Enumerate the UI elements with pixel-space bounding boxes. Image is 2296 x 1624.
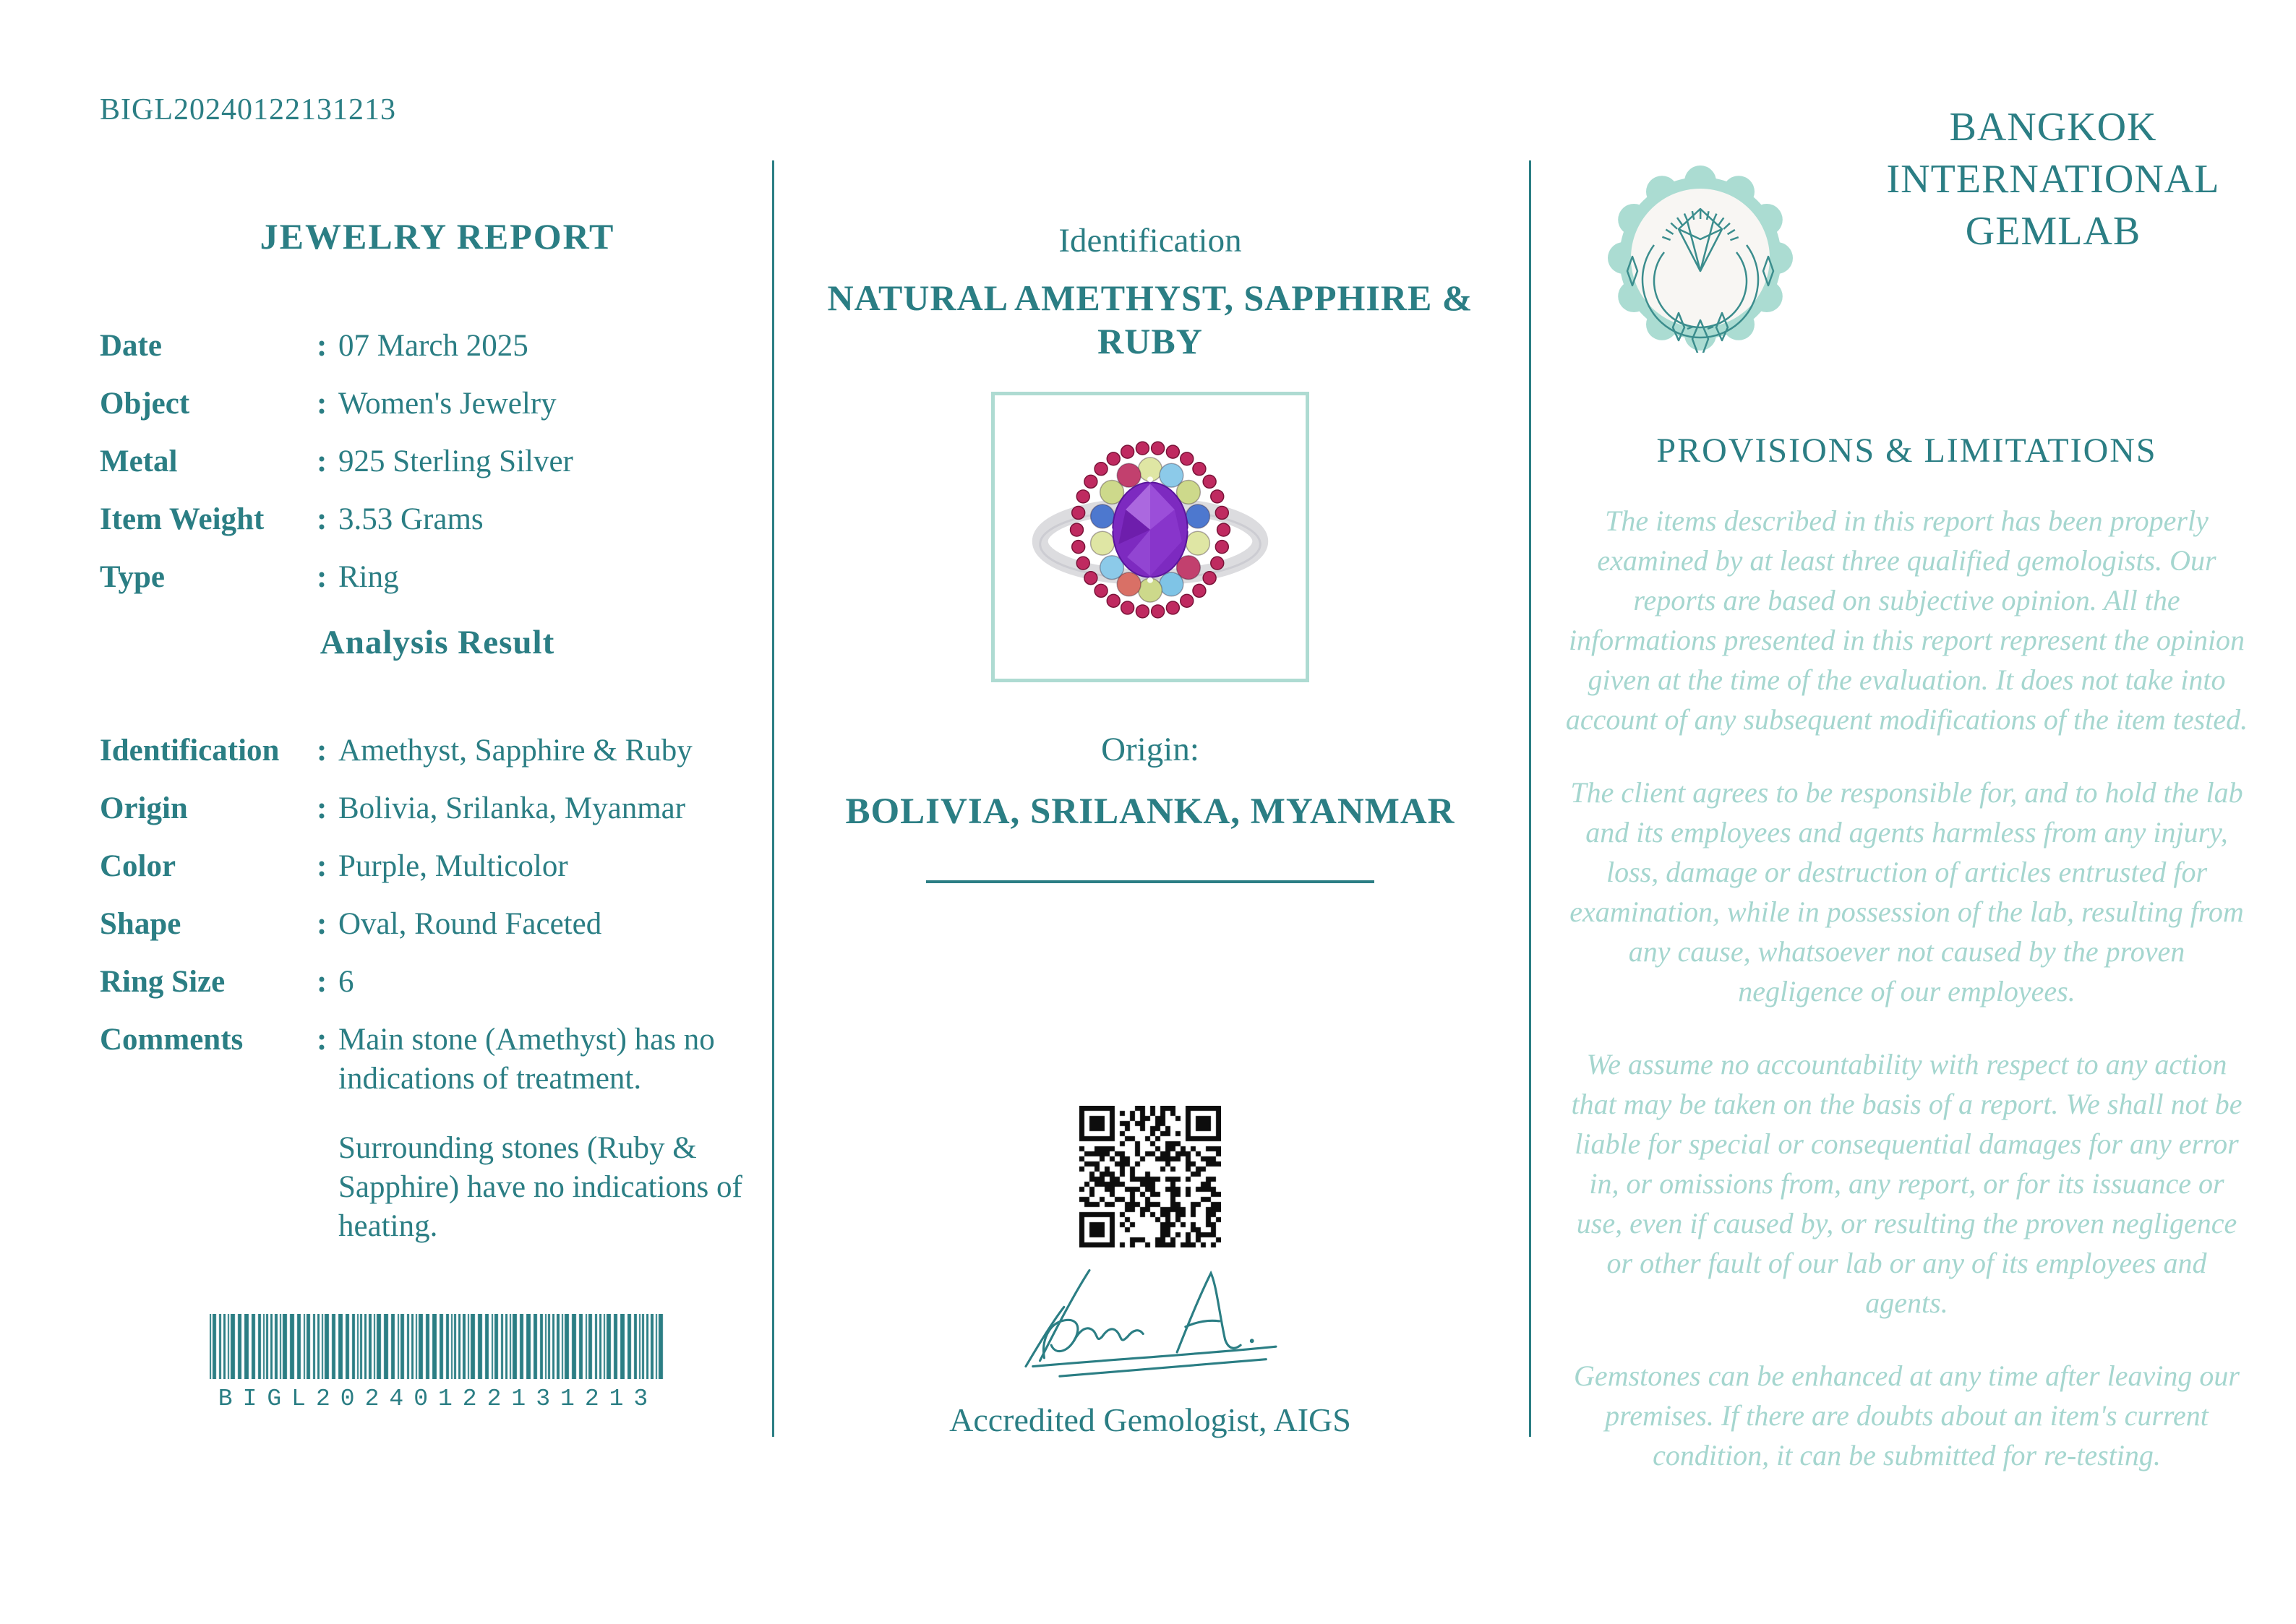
field-value: Ring [338, 560, 399, 594]
field-value: 925 Sterling Silver [338, 444, 573, 478]
field-row-comments [100, 1021, 765, 1099]
field-label: Comments [100, 1023, 244, 1057]
field-value: Bolivia, Srilanka, Myanmar [338, 791, 686, 825]
field-row-date [100, 327, 765, 384]
field-row-shape [100, 905, 765, 963]
origin-underline [926, 880, 1374, 883]
field-separator: : [317, 907, 327, 941]
field-label: Origin [100, 791, 188, 825]
column-divider-left [772, 160, 774, 1437]
field-label: Metal [100, 444, 178, 478]
field-row-identification [100, 731, 765, 789]
brand-line-3: GEMLAB [1965, 209, 2141, 254]
page-title: JEWELRY REPORT [260, 216, 615, 257]
field-label: Shape [100, 907, 181, 941]
field-separator: : [317, 965, 327, 999]
field-row-color [100, 847, 765, 905]
field-value: Amethyst, Sapphire & Ruby [338, 734, 693, 768]
provisions-paragraph: The items described in this report has been properly examined by at least three qualified gemologists. Our reports are based on subjective opinion. All the informations presented in this report represent the opinion given at the time of the evaluation. It does not take into account of any subsequent modifications of the item tested. [1565, 504, 2248, 736]
field-separator: : [317, 387, 327, 421]
field-separator: : [317, 1023, 327, 1057]
field-value: Purple, Multicolor [338, 849, 568, 883]
field-value: 07 March 2025 [338, 329, 528, 363]
qr-code-icon [1079, 1106, 1221, 1247]
item-photo-frame [991, 392, 1309, 682]
field-label: Ring Size [100, 965, 226, 999]
gem-crescent-badge-icon [1606, 163, 1794, 353]
provisions-paragraph: Gemstones can be enhanced at any time after leaving our premises. If there are doubts about an item's current condition, it can be submitted for re-testing. [1574, 1359, 2240, 1472]
field-row-origin [100, 789, 765, 847]
field-row-object [100, 384, 765, 442]
comments-additional: Surrounding stones (Ruby & Sapphire) have no indications of heating. [338, 1131, 742, 1243]
column-divider-right [1529, 160, 1531, 1437]
identification-heading: Identification [1058, 222, 1242, 259]
field-label: Color [100, 849, 176, 883]
brand-line-2: INTERNATIONAL [1886, 157, 2220, 202]
field-value: Women's Jewelry [338, 387, 557, 421]
field-value: Main stone (Amethyst) has no indications of treatment. [338, 1023, 715, 1096]
analysis-fields [100, 731, 765, 1099]
field-label: Identification [100, 734, 280, 768]
field-separator: : [317, 734, 327, 768]
origin-value: BOLIVIA, SRILANKA, MYANMAR [845, 791, 1455, 832]
field-row-metal [100, 442, 765, 500]
field-row-item-weight [100, 500, 765, 558]
barcode-icon [210, 1314, 667, 1379]
field-value: Oval, Round Faceted [338, 907, 602, 941]
field-label: Type [100, 560, 165, 594]
analysis-result-title: Analysis Result [320, 624, 555, 661]
field-separator: : [317, 444, 327, 478]
provisions-paragraph: The client agrees to be responsible for, and to hold the lab and its employees and agents harmless from any injury, loss, damage or destruction of articles entrusted for examination, while in possession of the lab, resulting from any cause, whatsoever not caused by the proven negligence of our employees. [1569, 776, 2244, 1008]
field-separator: : [317, 329, 327, 363]
field-label: Object [100, 387, 190, 421]
field-value: 3.53 Grams [338, 502, 484, 536]
gemologist-signature [995, 1255, 1306, 1385]
barcode-text: BIGL20240122131213 [218, 1385, 659, 1412]
field-row-ring-size [100, 963, 765, 1021]
report-fields [100, 327, 765, 616]
field-separator: : [317, 791, 327, 825]
barcode [210, 1314, 667, 1412]
identification-result: NATURAL AMETHYST, SAPPHIRE & RUBY [827, 278, 1473, 361]
ring-photo-icon [995, 395, 1306, 679]
field-separator: : [317, 849, 327, 883]
origin-heading: Origin: [1101, 731, 1199, 768]
provisions-title: PROVISIONS & LIMITATIONS [1656, 431, 2157, 470]
report-number: BIGL20240122131213 [100, 93, 396, 126]
field-row-type [100, 558, 765, 616]
signer-title: Accredited Gemologist, AIGS [949, 1401, 1351, 1438]
field-label: Item Weight [100, 502, 265, 536]
field-value: 6 [338, 965, 354, 999]
field-separator: : [317, 560, 327, 594]
provisions-paragraph: We assume no accountability with respect to any action that may be taken on the basis of a report. We shall not be liable for special or consequential damages for any error in, or omissions from, any report, or for its issuance or use, even if caused by, or resulting the proven negligence or other fault of our lab or any of its employees and agents. [1571, 1048, 2243, 1319]
field-label: Date [100, 329, 162, 363]
field-separator: : [317, 502, 327, 536]
brand-name [1836, 101, 2270, 257]
provisions-section [1565, 431, 2248, 1508]
brand-line-1: BANGKOK [1949, 105, 2157, 150]
